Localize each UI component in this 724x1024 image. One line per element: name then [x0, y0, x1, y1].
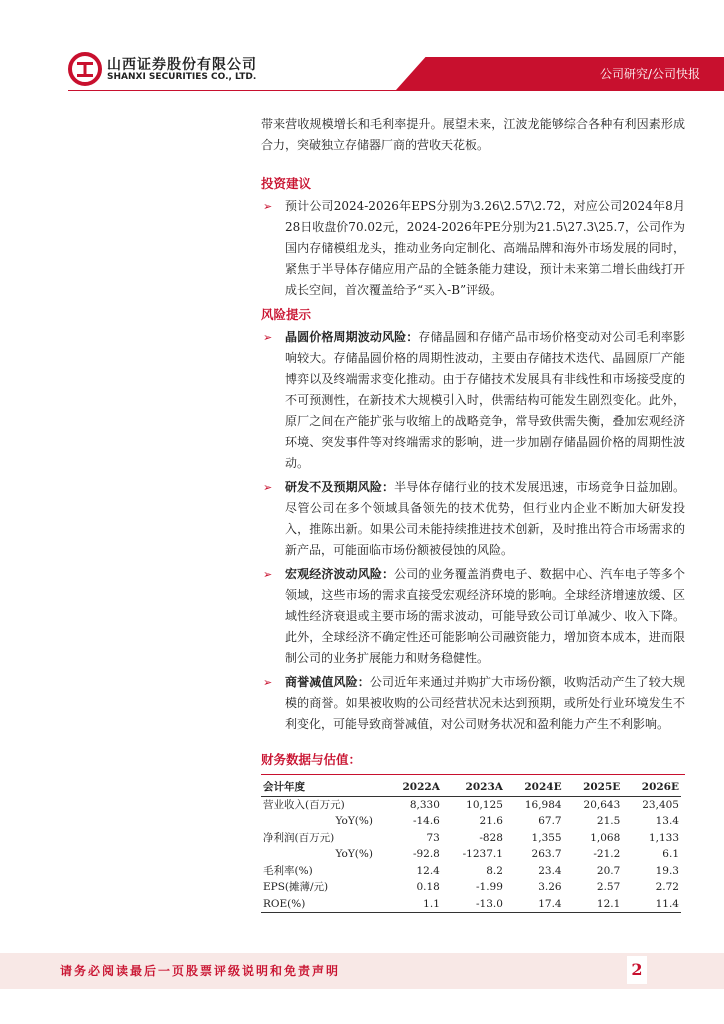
- risk-item: [261, 564, 685, 669]
- table-cell: 10,125: [466, 798, 503, 811]
- footer-disclaimer: 请务必阅读最后一页股票评级说明和免责声明: [60, 964, 341, 978]
- table-row: [261, 863, 681, 880]
- risk-text: [285, 564, 685, 669]
- risk-head: 商誉减值风险：: [285, 675, 370, 689]
- risk-item: [261, 672, 685, 735]
- table-cell: -13.0: [442, 896, 505, 913]
- bullet-arrow-icon: ➢: [263, 200, 273, 213]
- table-cell: 1,068: [590, 831, 621, 844]
- bullet-arrow-icon: ➢: [263, 676, 273, 689]
- row-label: EPS(摊薄/元): [263, 881, 329, 893]
- risk-body: 公司的业务覆盖消费电子、数据中心、汽车电子等多个领域，这些市场的需求直接受宏观经济环境的影响。全球经济增速放缓、区域性经济衰退或主要市场的需求波动，可能导致公司订单减少、收入下降。此外，全球经济不确定性还可能影响公司融资能力，增加资本成本，进而限制公司的业务扩展能力和财务稳健性。: [285, 567, 685, 665]
- header-divider: [68, 90, 724, 91]
- table-cell: 23.4: [538, 864, 562, 877]
- bullet-arrow-icon: ➢: [263, 568, 273, 581]
- risk-head: 晶圆价格周期波动风险：: [285, 330, 419, 344]
- table-cell: 2.57: [596, 881, 621, 893]
- bullet-arrow-icon: ➢: [263, 331, 273, 344]
- table-cell: 20,643: [583, 798, 621, 811]
- risk-head: 研发不及预期风险：: [285, 480, 395, 494]
- risk-item: [261, 327, 685, 474]
- report-category: 公司研究/公司快报: [599, 67, 700, 81]
- table-cell: 11.4: [622, 896, 681, 913]
- table-cell: 263.7: [531, 848, 562, 860]
- row-label: 毛利率(%): [263, 864, 313, 877]
- risk-item: [261, 477, 685, 561]
- table-row: [261, 896, 681, 913]
- table-cell: -1.99: [475, 881, 503, 893]
- row-label: 营业收入(百万元): [263, 798, 345, 811]
- table-cell: 17.4: [505, 896, 564, 913]
- table-cell: 19.3: [655, 864, 679, 877]
- table-cell: -21.2: [593, 848, 621, 860]
- table-cell: -828: [479, 831, 503, 844]
- table-cell: 12.4: [416, 864, 440, 877]
- table-cell: 12.1: [564, 896, 623, 913]
- bullet-arrow-icon: ➢: [263, 481, 273, 494]
- financials-table: [261, 779, 681, 913]
- risk-body: 半导体存储行业的技术发展迅速，市场竞争日益加剧。尽管公司在多个领域具备领先的技术优势，但行业内企业不断加大研发投入，推陈出新。如果公司未能持续推进技术创新，及时推出符合市场需求的新产品，可能面临市场份额被侵蚀的风险。: [285, 480, 685, 557]
- row-label: ROE(%): [261, 896, 383, 913]
- row-label: YoY(%): [335, 848, 373, 860]
- column-header: 2023A: [442, 779, 505, 796]
- risk-text: [285, 477, 685, 561]
- table-cell: 1.1: [383, 896, 442, 913]
- page-header: [0, 0, 724, 92]
- table-cell: -1237.1: [462, 848, 503, 860]
- table-row: [261, 846, 681, 863]
- table-cell: 1,355: [531, 831, 562, 844]
- table-cell: 8,330: [409, 798, 440, 811]
- company-logo-icon: [68, 52, 102, 86]
- table-cell: -92.8: [412, 848, 440, 860]
- risk-title: 风险提示: [261, 307, 312, 322]
- investment-bullet: [261, 196, 685, 301]
- table-row: [261, 813, 681, 830]
- table-cell: 8.2: [486, 864, 503, 877]
- table-cell: 3.26: [538, 881, 562, 893]
- table-header-row: [261, 779, 681, 796]
- table-cell: -14.6: [412, 815, 440, 827]
- table-cell: 16,984: [524, 798, 562, 811]
- investment-text: 预计公司2024-2026年EPS分别为3.26\2.57\2.72，对应公司2024年8月28日收盘价70.02元，2024-2026年PE分别为21.5\27.3\25.7，公司作为国内存储模组龙头，推动业务向定制化、高端品牌和海外市场发展的同时，紧焦于半导体存储应用产品的全链条能力建设，预计未来第二增长曲线打开成长空间，首次覆盖给予“买入-B”评级。: [285, 199, 685, 297]
- row-label: YoY(%): [335, 815, 373, 827]
- investment-title: 投资建议: [261, 176, 312, 191]
- column-header: 2022A: [383, 779, 442, 796]
- table-cell: 21.5: [596, 815, 621, 827]
- table-cell: 23,405: [642, 798, 679, 811]
- company-name-en: SHANXI SECURITIES CO., LTD.: [107, 72, 257, 82]
- column-header: 2026E: [622, 779, 681, 796]
- table-row: [261, 879, 681, 896]
- risk-head: 宏观经济波动风险：: [285, 567, 395, 581]
- table-row: [261, 796, 681, 813]
- risk-body: 公司近年来通过并购扩大市场份额，收购活动产生了较大规模的商誉。如果被收购的公司经营状况未达到预期，或所处行业环境发生不利变化，可能导致商誉减值，对公司财务状况和盈利能力产生不利影响。: [285, 675, 685, 731]
- risk-body: 存储晶圆和存储产品市场价格变动对公司毛利率影响较大。存储晶圆价格的周期性波动，主要由存储技术迭代、晶圆原厂产能博弈以及终端需求变化推动。由于存储技术发展具有非线性和市场接受度的不可预测性，在新技术大规模引入时，供需结构可能发生剧烈变化。此外，原厂之间在产能扩张与收缩上的战略竞争，常导致供需失衡，叠加宏观经济环境、突发事件等对终端需求的影响，进一步加剧存储晶圆价格的周期性波动。: [285, 330, 685, 470]
- company-name-cn: 山西证券股份有限公司: [107, 57, 257, 73]
- page-number: 2: [627, 956, 647, 984]
- table-cell: 1,133: [648, 831, 679, 844]
- column-header: 2024E: [505, 779, 564, 796]
- table-cell: 6.1: [662, 848, 679, 860]
- table-cell: 2.72: [655, 881, 679, 893]
- table-cell: 21.6: [479, 815, 503, 827]
- risk-text: [285, 672, 685, 735]
- risk-text: [285, 327, 685, 474]
- table-cell: 13.4: [655, 815, 679, 827]
- financials-rule: [261, 774, 685, 775]
- table-cell: 20.7: [596, 864, 621, 877]
- table-row: [261, 830, 681, 847]
- report-body: [261, 114, 685, 913]
- column-header: 会计年度: [261, 779, 383, 796]
- table-cell: 73: [426, 831, 440, 844]
- column-header: 2025E: [564, 779, 623, 796]
- table-cell: 0.18: [416, 881, 440, 893]
- intro-paragraph: 带来营收规模增长和毛利率提升。展望未来，江波龙能够综合各种有利因素形成合力，突破独立存储器厂商的营收天花板。: [261, 117, 685, 152]
- financials-title: 财务数据与估值：: [261, 752, 362, 767]
- row-label: 净利润(百万元): [263, 831, 335, 844]
- table-cell: 67.7: [538, 815, 562, 827]
